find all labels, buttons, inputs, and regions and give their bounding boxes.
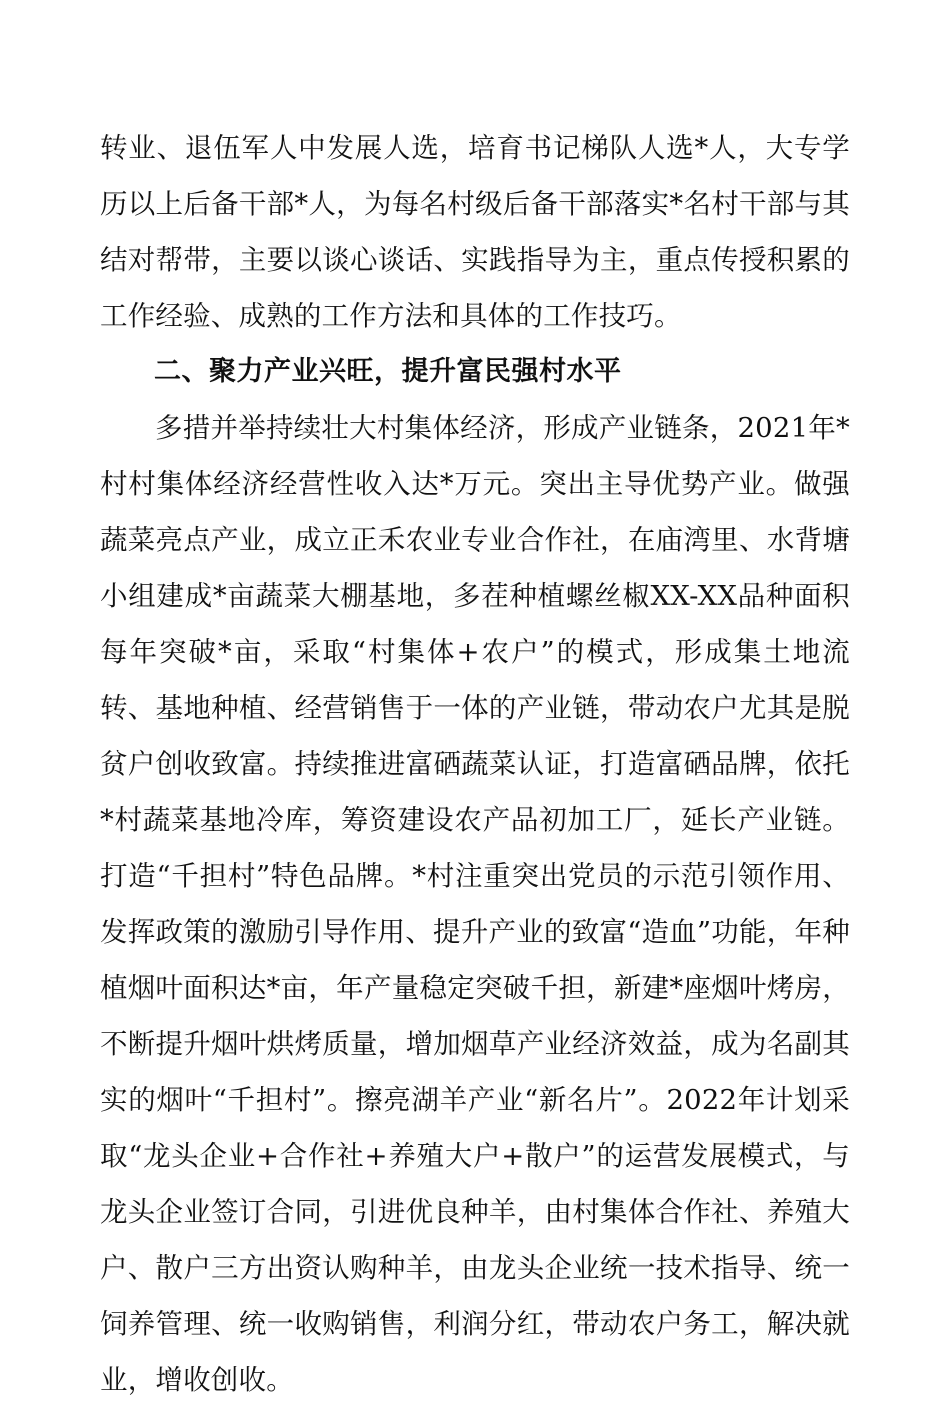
paragraph-cadre-reserve: 转业、退伍军人中发展人选，培育书记梯队人选*人，大专学历以上后备干部*人，为每名村级后备干部落实*名村干部与其结对帮带，主要以谈心谈话、实践指导为主，重点传授积累的工作经验、成熟的工作方法和具体的工作技巧。	[100, 132, 850, 332]
paragraph-industry-development: 多措并举持续壮大村集体经济，形成产业链条，2021年*村村集体经济经营性收入达*万元。突出主导优势产业。做强蔬菜亮点产业，成立正禾农业专业合作社，在庙湾里、水背塘小组建成*亩蔬菜大棚基地，多茬种植螺丝椒XX-XX品种面积每年突破*亩，采取“村集体+农户”的模式，形成集土地流转、基地种植、经营销售于一体的产业链，带动农户尤其是脱贫户创收致富。持续推进富硒蔬菜认证，打造富硒品牌，依托*村蔬菜基地冷库，筹资建设农产品初加工厂，延长产业链。打造“千担村”特色品牌。*村注重突出党员的示范引领作用、发挥政策的激励引导作用、提升产业的致富“造血”功能，年种植烟叶面积达*亩，年产量稳定突破千担，新建*座烟叶烤房，不断提升烟叶烘烤质量，增加烟草产业经济效益，成为名副其实的烟叶“千担村”。擦亮湖羊产业“新名片”。2022年计划采取“龙头企业+合作社+养殖大户+散户”的运营发展模式，与龙头企业签订合同，引进优良种羊，由村集体合作社、养殖大户、散户三方出资认购种羊，由龙头企业统一技术指导、统一饲养管理、统一收购销售，利润分红，带动农户务工，解决就业，增收创收。	[100, 412, 850, 1396]
section-heading-two: 二、聚力产业兴旺，提升富民强村水平	[154, 356, 622, 387]
document-body	[100, 120, 850, 1408]
